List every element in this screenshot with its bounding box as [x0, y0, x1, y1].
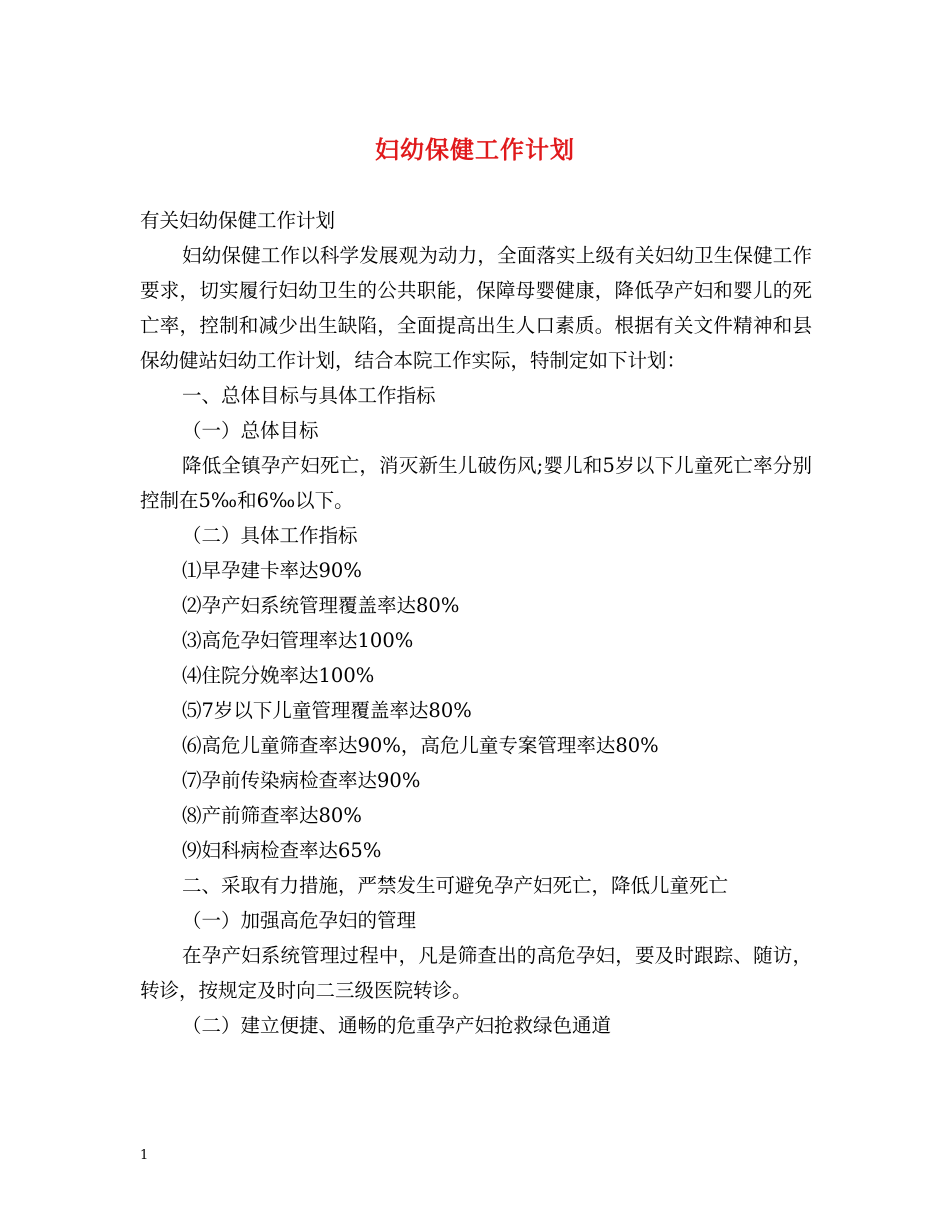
indicator-item: ⑶高危孕妇管理率达100%: [182, 629, 414, 652]
section-heading-2: 二、采取有力措施，严禁发生可避免孕产妇死亡，降低儿童死亡: [182, 874, 729, 897]
indicator-item: ⑻产前筛查率达80%: [182, 804, 362, 827]
high-risk-paragraph: 在孕产妇系统管理过程中，凡是筛查出的高危孕妇，要及时跟踪、随访，转诊，按规定及时向二三级医院转诊。: [140, 944, 812, 1002]
indicator-item: ⑷住院分娩率达100%: [182, 664, 375, 687]
document-body: [140, 203, 812, 1043]
indicator-item: ⑸7岁以下儿童管理覆盖率达80%: [182, 699, 472, 722]
intro-paragraph: 妇幼保健工作以科学发展观为动力，全面落实上级有关妇幼卫生保健工作要求，切实履行妇幼卫生的公共职能，保障母婴健康，降低孕产妇和婴儿的死亡率，控制和减少出生缺陷，全面提高出生人口素质。根据有关文件精神和县保幼健站妇幼工作计划，结合本院工作实际，特制定如下计划：: [140, 244, 812, 372]
indicator-item: ⑵孕产妇系统管理覆盖率达80%: [182, 594, 460, 617]
overall-goal-paragraph: 降低全镇孕产妇死亡，消灭新生儿破伤风;婴儿和5岁以下儿童死亡率分别控制在5‰和6‰以下。: [140, 454, 812, 512]
subtitle: 有关妇幼保健工作计划: [140, 209, 336, 232]
document-title: 妇幼保健工作计划: [375, 135, 575, 164]
indicator-item: ⑼妇科病检查率达65%: [182, 839, 382, 862]
indicator-item: ⑹高危儿童筛查率达90%，高危儿童专案管理率达80%: [182, 734, 659, 757]
section-heading-1: 一、总体目标与具体工作指标: [182, 384, 436, 407]
indicator-item: ⑺孕前传染病检查率达90%: [182, 769, 421, 792]
subsection-heading-indicators: （二）具体工作指标: [182, 524, 358, 547]
page-number: 1: [140, 1148, 149, 1163]
subsection-heading-overall-goal: （一）总体目标: [182, 419, 319, 442]
subsection-heading-high-risk: （一）加强高危孕妇的管理: [182, 909, 417, 932]
subsection-heading-green-channel: （二）建立便捷、通畅的危重孕产妇抢救绿色通道: [182, 1014, 612, 1037]
indicator-item: ⑴早孕建卡率达90%: [182, 559, 362, 582]
